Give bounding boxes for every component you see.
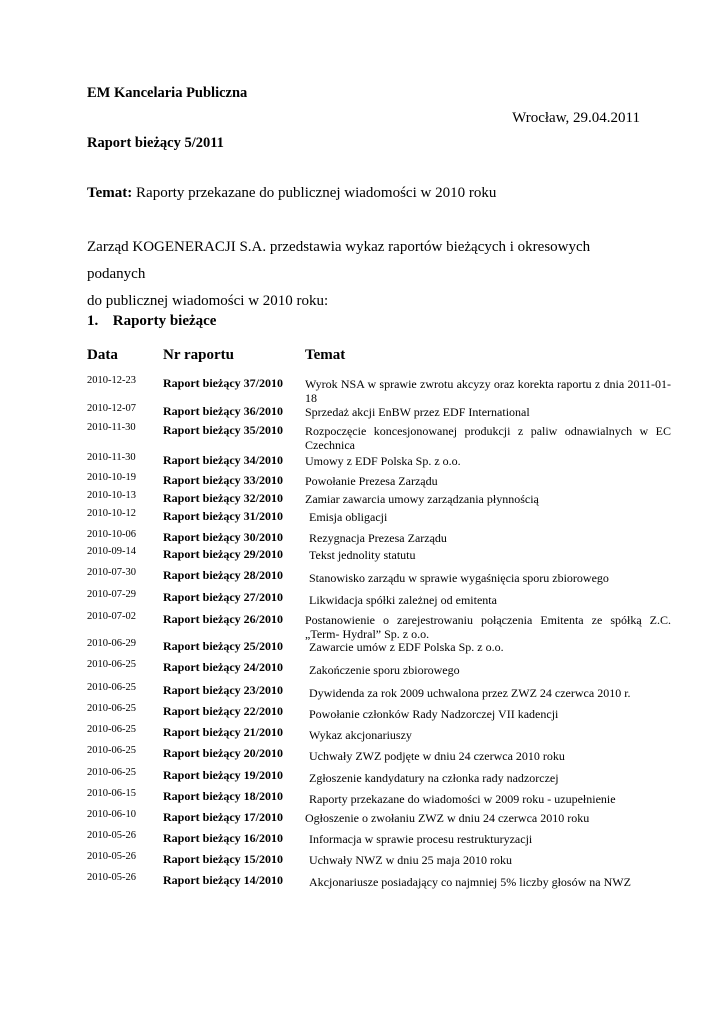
row-date: 2010-06-25 — [87, 659, 136, 670]
row-topic: Likwidacja spółki zależnej od emitenta — [309, 593, 497, 607]
row-topic: Uchwały NWZ w dniu 25 maja 2010 roku — [309, 853, 512, 867]
table-row — [0, 659, 725, 677]
column-header-report-number: Nr raportu — [163, 347, 234, 363]
row-topic: Informacja w sprawie procesu restrukturyzacji — [309, 832, 533, 846]
intro-line: Zarząd KOGENERACJI S.A. przedstawia wykaz raportów bieżących i okresowych podanych — [87, 239, 591, 282]
row-topic: Tekst jednolity statutu — [309, 548, 416, 562]
row-date: 2010-06-25 — [87, 767, 136, 778]
row-date: 2010-06-25 — [87, 724, 136, 735]
row-topic: Ogłoszenie o zwołaniu ZWZ w dniu 24 czerwca 2010 roku — [305, 811, 590, 825]
company-name: EM Kancelaria Publiczna — [87, 85, 248, 101]
row-topic: Dywidenda za rok 2009 uchwalona przez ZWZ 24 czerwca 2010 r. — [309, 686, 631, 700]
row-report-number: Raport bieżący 17/2010 — [163, 810, 283, 824]
row-topic: Raporty przekazane do wiadomości w 2009 roku - uzupełnienie — [309, 792, 616, 806]
subject-text: Raporty przekazane do publicznej wiadomości w 2010 roku — [136, 185, 497, 201]
row-topic: Powołanie członków Rady Nadzorczej VII kadencji — [309, 707, 559, 721]
row-topic: Wykaz akcjonariuszy — [309, 728, 412, 742]
row-topic: Stanowisko zarządu w sprawie wygaśnięcia sporu zbiorowego — [309, 571, 609, 585]
row-report-number: Raport bieżący 18/2010 — [163, 789, 283, 803]
row-report-number: Raport bieżący 16/2010 — [163, 831, 283, 845]
row-report-number: Raport bieżący 21/2010 — [163, 725, 283, 739]
row-date: 2010-06-25 — [87, 703, 136, 714]
row-date: 2010-05-26 — [87, 830, 136, 841]
row-report-number: Raport bieżący 24/2010 — [163, 660, 283, 674]
table-row — [0, 472, 725, 490]
table-row — [0, 422, 725, 452]
row-date: 2010-06-25 — [87, 682, 136, 693]
row-report-number: Raport bieżący 34/2010 — [163, 453, 283, 467]
row-topic: Zgłoszenie kandydatury na członka rady nadzorczej — [309, 771, 559, 785]
subject-label: Temat: — [87, 185, 133, 201]
row-date: 2010-10-19 — [87, 472, 136, 483]
row-date: 2010-06-25 — [87, 745, 136, 756]
row-date: 2010-10-12 — [87, 508, 136, 519]
row-topic: Rezygnacja Prezesa Zarządu — [309, 531, 447, 545]
row-date: 2010-06-15 — [87, 788, 136, 799]
table-row — [0, 567, 725, 585]
row-date: 2010-11-30 — [87, 422, 136, 433]
table-row — [0, 508, 725, 526]
row-report-number: Raport bieżący 22/2010 — [163, 704, 283, 718]
table-row — [0, 809, 725, 827]
row-report-number: Raport bieżący 25/2010 — [163, 639, 283, 653]
row-report-number: Raport bieżący 26/2010 — [163, 612, 283, 626]
row-date: 2010-11-30 — [87, 452, 136, 463]
table-row — [0, 724, 725, 742]
row-report-number: Raport bieżący 37/2010 — [163, 376, 283, 390]
table-row — [0, 403, 725, 421]
table-row — [0, 872, 725, 890]
row-date: 2010-05-26 — [87, 872, 136, 883]
row-topic: Emisja obligacji — [309, 510, 388, 524]
row-topic: Powołanie Prezesa Zarządu — [305, 474, 438, 488]
row-date: 2010-09-14 — [87, 546, 136, 557]
table-row — [0, 638, 725, 656]
table-row — [0, 452, 725, 470]
row-topic: Rozpoczęcie koncesjonowanej produkcji z paliw odnawialnych w EC Czechnica — [305, 424, 671, 452]
row-date: 2010-12-07 — [87, 403, 136, 414]
table-row — [0, 589, 725, 607]
row-topic: Umowy z EDF Polska Sp. z o.o. — [305, 454, 461, 468]
row-report-number: Raport bieżący 32/2010 — [163, 491, 283, 505]
row-date: 2010-07-02 — [87, 611, 136, 622]
row-date: 2010-07-29 — [87, 589, 136, 600]
row-report-number: Raport bieżący 35/2010 — [163, 423, 283, 437]
row-topic: Postanowienie o zarejestrowaniu połączenia Emitenta ze spółką Z.C. „Term- Hydral” Sp. z o.o. — [305, 613, 671, 641]
row-topic: Zamiar zawarcia umowy zarządzania płynnością — [305, 492, 539, 506]
table-row — [0, 851, 725, 869]
row-report-number: Raport bieżący 28/2010 — [163, 568, 283, 582]
table-row — [0, 682, 725, 700]
table-row — [0, 703, 725, 721]
row-report-number: Raport bieżący 23/2010 — [163, 683, 283, 697]
table-row — [0, 830, 725, 848]
row-report-number: Raport bieżący 33/2010 — [163, 473, 283, 487]
row-date: 2010-12-23 — [87, 375, 136, 386]
table-row — [0, 546, 725, 564]
table-row — [0, 767, 725, 785]
table-row — [0, 745, 725, 763]
row-report-number: Raport bieżący 15/2010 — [163, 852, 283, 866]
row-report-number: Raport bieżący 30/2010 — [163, 530, 283, 544]
table-row — [0, 788, 725, 806]
row-report-number: Raport bieżący 29/2010 — [163, 547, 283, 561]
column-header-date: Data — [87, 347, 118, 363]
section-title: Raporty bieżące — [112, 313, 217, 329]
row-date: 2010-06-10 — [87, 809, 136, 820]
intro-line: do publicznej wiadomości w 2010 roku: — [87, 293, 329, 309]
row-topic: Zawarcie umów z EDF Polska Sp. z o.o. — [309, 640, 504, 654]
table-row — [0, 529, 725, 547]
column-header-topic: Temat — [305, 347, 346, 363]
row-topic: Sprzedaż akcji EnBW przez EDF International — [305, 405, 530, 419]
row-report-number: Raport bieżący 31/2010 — [163, 509, 283, 523]
row-topic: Uchwały ZWZ podjęte w dniu 24 czerwca 2010 roku — [309, 749, 565, 763]
row-report-number: Raport bieżący 14/2010 — [163, 873, 283, 887]
row-date: 2010-06-29 — [87, 638, 136, 649]
section-number: 1. — [87, 313, 99, 329]
report-number: Raport bieżący 5/2011 — [87, 135, 224, 151]
row-date: 2010-07-30 — [87, 567, 136, 578]
row-report-number: Raport bieżący 27/2010 — [163, 590, 283, 604]
table-row — [0, 490, 725, 508]
row-topic: Wyrok NSA w sprawie zwrotu akcyzy oraz korekta raportu z dnia 2011-01-18 — [305, 377, 671, 405]
row-topic: Akcjonariusze posiadający co najmniej 5% liczby głosów na NWZ — [309, 875, 631, 889]
table-row — [0, 375, 725, 405]
place-and-date: Wrocław, 29.04.2011 — [512, 110, 640, 126]
table-row — [0, 611, 725, 641]
row-date: 2010-05-26 — [87, 851, 136, 862]
row-report-number: Raport bieżący 20/2010 — [163, 746, 283, 760]
row-report-number: Raport bieżący 19/2010 — [163, 768, 283, 782]
row-date: 2010-10-06 — [87, 529, 136, 540]
row-report-number: Raport bieżący 36/2010 — [163, 404, 283, 418]
row-topic: Zakończenie sporu zbiorowego — [309, 663, 460, 677]
row-date: 2010-10-13 — [87, 490, 136, 501]
